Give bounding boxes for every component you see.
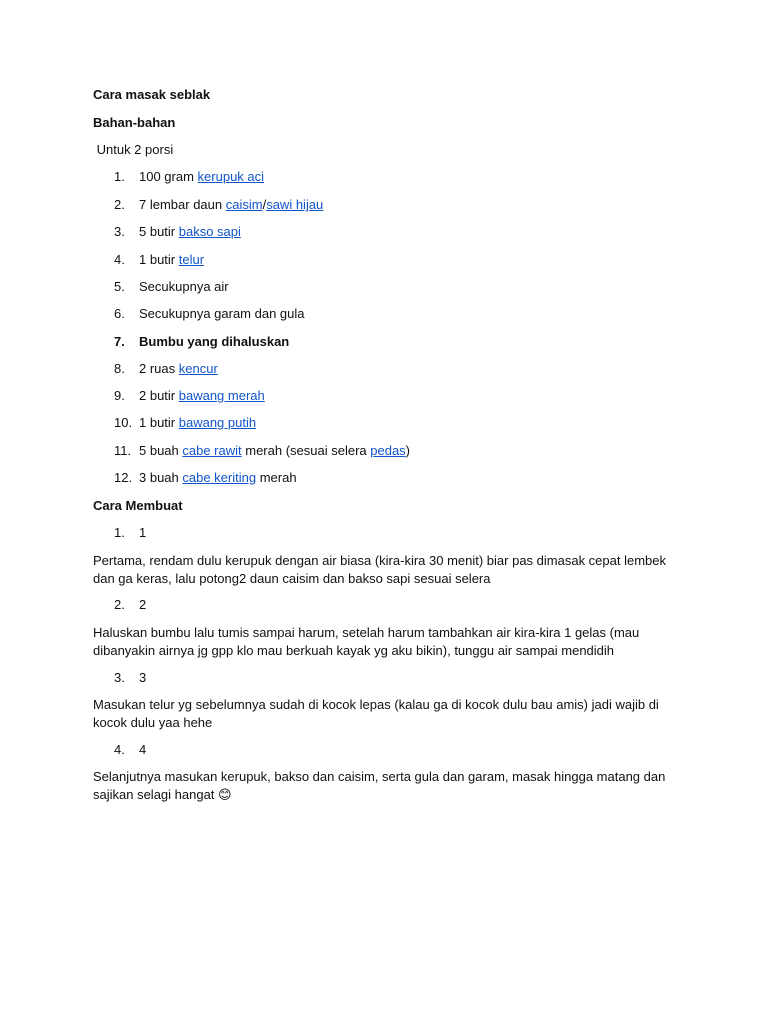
ingredient-text (139, 360, 218, 378)
list-number: 5. (114, 279, 125, 294)
ingredient-text-part: ) (405, 443, 411, 458)
ingredient-text (139, 168, 264, 186)
ingredient-text (139, 442, 410, 460)
step-label: 1 (139, 525, 147, 540)
porsi-text: Untuk 2 porsi (93, 142, 174, 157)
ingredient-text (139, 305, 305, 323)
list-number: 4. (114, 252, 125, 267)
cara-heading: Cara Membuat (93, 498, 183, 513)
ingredient-text (139, 333, 289, 351)
list-number: 8. (114, 361, 125, 376)
ingredient-text-part: Bumbu yang dihaluskan (139, 334, 290, 349)
ingredient-text (139, 278, 229, 296)
step-number: 2. (114, 597, 125, 612)
ingredient-text (139, 251, 204, 269)
list-number: 7. (114, 334, 125, 349)
ingredient-text (139, 196, 323, 214)
list-number: 9. (114, 388, 125, 403)
step-paragraph: Haluskan bumbu lalu tumis sampai harum, setelah harum tambahkan air kira-kira 1 gelas (mau dibanyakin airnya jg gpp klo mau berkuah kayak yg aku bikin), tunggu air sampai mendidih (93, 625, 640, 658)
ingredient-text-part: 7 lembar daun (139, 197, 226, 212)
step-label: 4 (139, 742, 147, 757)
ingredient-link[interactable]: cabe rawit (182, 443, 242, 458)
ingredient-link[interactable]: bakso sapi (178, 224, 241, 239)
ingredient-link[interactable]: sawi hijau (266, 197, 324, 212)
list-number: 6. (114, 306, 125, 321)
ingredient-text-part: merah (sesuai selera (241, 443, 371, 458)
list-number: 2. (114, 197, 125, 212)
ingredient-text-part: Secukupnya air (139, 279, 229, 294)
ingredient-link[interactable]: bawang merah (178, 388, 265, 403)
ingredient-text-part: / (262, 197, 267, 212)
ingredient-link[interactable]: telur (178, 252, 205, 267)
ingredient-text-part: 1 butir (139, 252, 179, 267)
step-paragraph: Masukan telur yg sebelumnya sudah di kocok lepas (kalau ga di kocok dulu bau amis) jadi wajib di kocok dulu yaa hehe (93, 697, 659, 730)
bahan-heading: Bahan-bahan (93, 115, 176, 130)
ingredient-link[interactable]: bawang putih (178, 415, 257, 430)
ingredient-link[interactable]: cabe keriting (182, 470, 257, 485)
ingredient-text-part: 3 buah (139, 470, 183, 485)
ingredient-text-part: 1 butir (139, 415, 179, 430)
ingredient-text-part: 2 butir (139, 388, 179, 403)
recipe-title: Cara masak seblak (93, 87, 211, 102)
list-number: 11. (114, 443, 132, 458)
ingredient-text-part: Secukupnya garam dan gula (139, 306, 305, 321)
step-paragraph: Selanjutnya masukan kerupuk, bakso dan caisim, serta gula dan garam, masak hingga matang dan sajikan selagi hangat 😊 (93, 769, 666, 802)
ingredient-text-part: 5 butir (139, 224, 179, 239)
ingredient-text-part: 2 ruas (139, 361, 179, 376)
step-number: 1. (114, 525, 125, 540)
list-number: 1. (114, 169, 125, 184)
step-paragraph: Pertama, rendam dulu kerupuk dengan air biasa (kira-kira 30 menit) biar pas dimasak cepat lembek dan ga keras, lalu potong2 daun caisim dan bakso sapi sesuai selera (93, 553, 667, 586)
list-number: 12. (114, 470, 133, 485)
list-number: 3. (114, 224, 125, 239)
ingredient-link[interactable]: kerupuk aci (197, 169, 265, 184)
step-label: 3 (139, 670, 147, 685)
ingredient-link[interactable]: caisim (225, 197, 263, 212)
ingredient-text-part: 5 buah (139, 443, 183, 458)
ingredient-link[interactable]: kencur (178, 361, 218, 376)
step-number: 4. (114, 742, 125, 757)
ingredient-text (139, 469, 297, 487)
ingredient-text-part: 100 gram (139, 169, 198, 184)
ingredient-text-part: merah (256, 470, 297, 485)
step-number: 3. (114, 670, 125, 685)
ingredient-text (139, 414, 256, 432)
list-number: 10. (114, 415, 133, 430)
ingredient-text (139, 387, 265, 405)
ingredient-link[interactable]: pedas (370, 443, 406, 458)
ingredient-text (139, 223, 241, 241)
step-label: 2 (139, 597, 147, 612)
